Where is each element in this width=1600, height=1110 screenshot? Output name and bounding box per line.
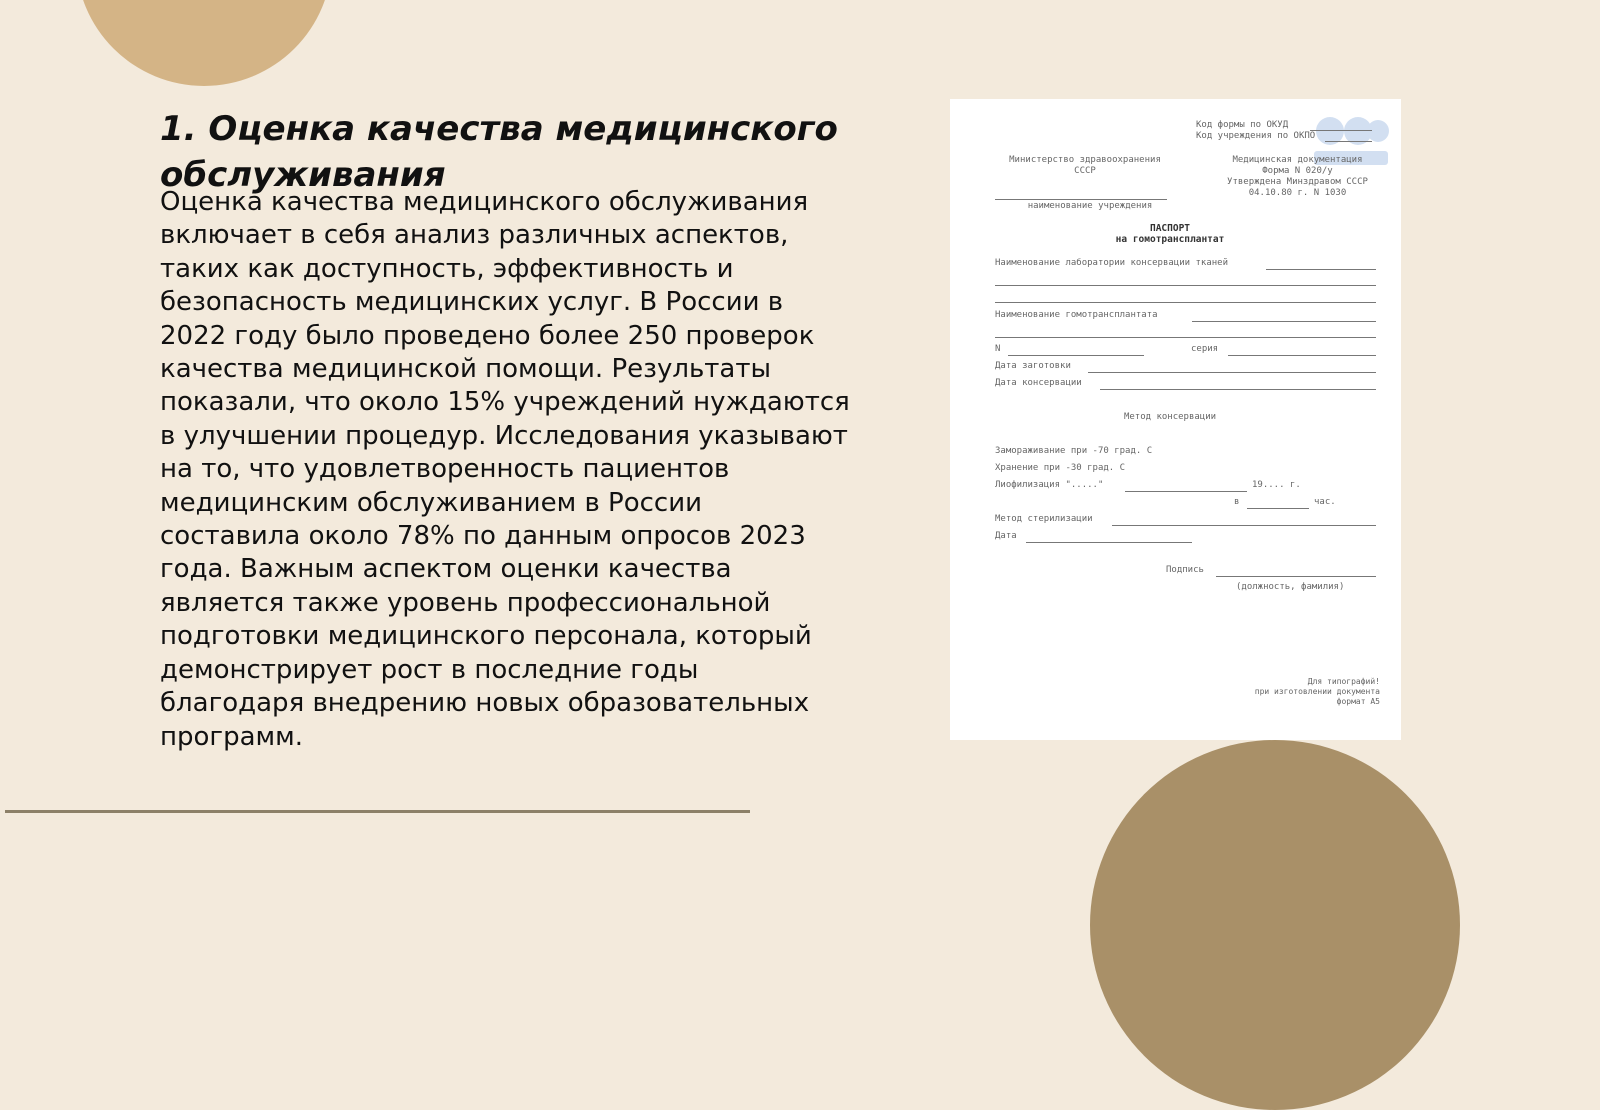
doc-form-number: Форма N 020/у [1262, 166, 1333, 176]
doc-year: 19.... г. [1252, 480, 1301, 490]
doc-blank-line [995, 285, 1376, 286]
doc-date-line [1026, 542, 1192, 543]
doc-footer-1: Для типографий! [1307, 677, 1380, 686]
doc-time-line [1247, 508, 1309, 509]
doc-conservation-date: Дата консервации [995, 378, 1082, 388]
doc-freezing: Замораживание при -70 град. С [995, 446, 1153, 456]
doc-storage: Хранение при -30 град. С [995, 463, 1126, 473]
doc-footer-3: формат А5 [1336, 697, 1380, 706]
doc-ministry: Министерство здравоохранения [1009, 155, 1161, 165]
doc-sterilization: Метод стерилизации [995, 514, 1093, 524]
doc-institution-name: наименование учреждения [1027, 201, 1153, 211]
doc-series-label: серия [1191, 344, 1219, 354]
doc-series-line [1228, 355, 1376, 356]
doc-med-documentation: Медицинская документация [1232, 155, 1363, 165]
doc-okud-line [1310, 130, 1372, 131]
doc-passport-title: ПАСПОРТ [1149, 223, 1191, 234]
doc-date: Дата [995, 531, 1017, 541]
doc-institution-code-line [1325, 141, 1372, 142]
doc-footer-2: при изготовлении документа [1254, 687, 1380, 696]
doc-okud-code: Код формы по ОКУД [1196, 120, 1289, 130]
decorative-circle-top [76, 0, 332, 86]
doc-approved-date: 04.10.80 г. N 1030 [1248, 188, 1347, 198]
doc-harvest-date: Дата заготовки [995, 361, 1071, 371]
doc-graft-name: Наименование гомотрансплантата [995, 310, 1158, 320]
doc-at: в [1234, 497, 1240, 507]
slide-body-text: Оценка качества медицинского обслуживания включает в себя анализ различных аспектов, таких как доступность, эффективность и безопасность медицинских услуг. В России в 2022 году было проведено более 250 проверок качества медицинской помощи. Результаты показали, что около 15% учреждений нуждаются в улучшении процедур. Исследования указывают на то, что удовлетворенность пациентов медицинским обслуживанием в России составила около 78% по данным опросов 2023 года. Важным аспектом оценки качества является также уровень профессиональной подготовки медицинского персонала, который демонстрирует рост в последние годы благодаря внедрению новых образовательных программ. [160, 187, 850, 752]
doc-conservation-line [1100, 389, 1376, 390]
doc-ministry-country: СССР [1074, 166, 1096, 176]
doc-passport-subtitle: на гомотрансплантат [1115, 234, 1225, 245]
doc-institution-code: Код учреждения по ОКПО [1196, 131, 1316, 141]
doc-number-label: N [995, 344, 1001, 354]
doc-number-line [1008, 355, 1144, 356]
doc-lyophilization-line [1125, 491, 1247, 492]
doc-graft-line [1192, 321, 1376, 322]
doc-sterilization-line [1112, 525, 1376, 526]
document-image [950, 99, 1401, 740]
divider-line [5, 810, 750, 813]
doc-signature-line [1216, 576, 1376, 577]
doc-harvest-line [1088, 372, 1376, 373]
doc-signature: Подпись [1166, 565, 1204, 575]
doc-blank-line [995, 337, 1376, 338]
doc-lab-line [1266, 269, 1376, 270]
doc-method-title: Метод консервации [1123, 412, 1217, 422]
decorative-circle-bottom [1090, 740, 1460, 1110]
doc-approved: Утверждена Минздравом СССР [1227, 177, 1368, 187]
doc-lab-name: Наименование лаборатории консервации тканей [995, 258, 1228, 268]
doc-hours: час. [1314, 497, 1336, 507]
slide-title: 1. Оценка качества медицинского обслуживания [160, 109, 838, 195]
doc-lyophilization: Лиофилизация "....." [995, 480, 1104, 490]
doc-blank-line [995, 302, 1376, 303]
doc-position: (должность, фамилия) [1236, 582, 1345, 592]
